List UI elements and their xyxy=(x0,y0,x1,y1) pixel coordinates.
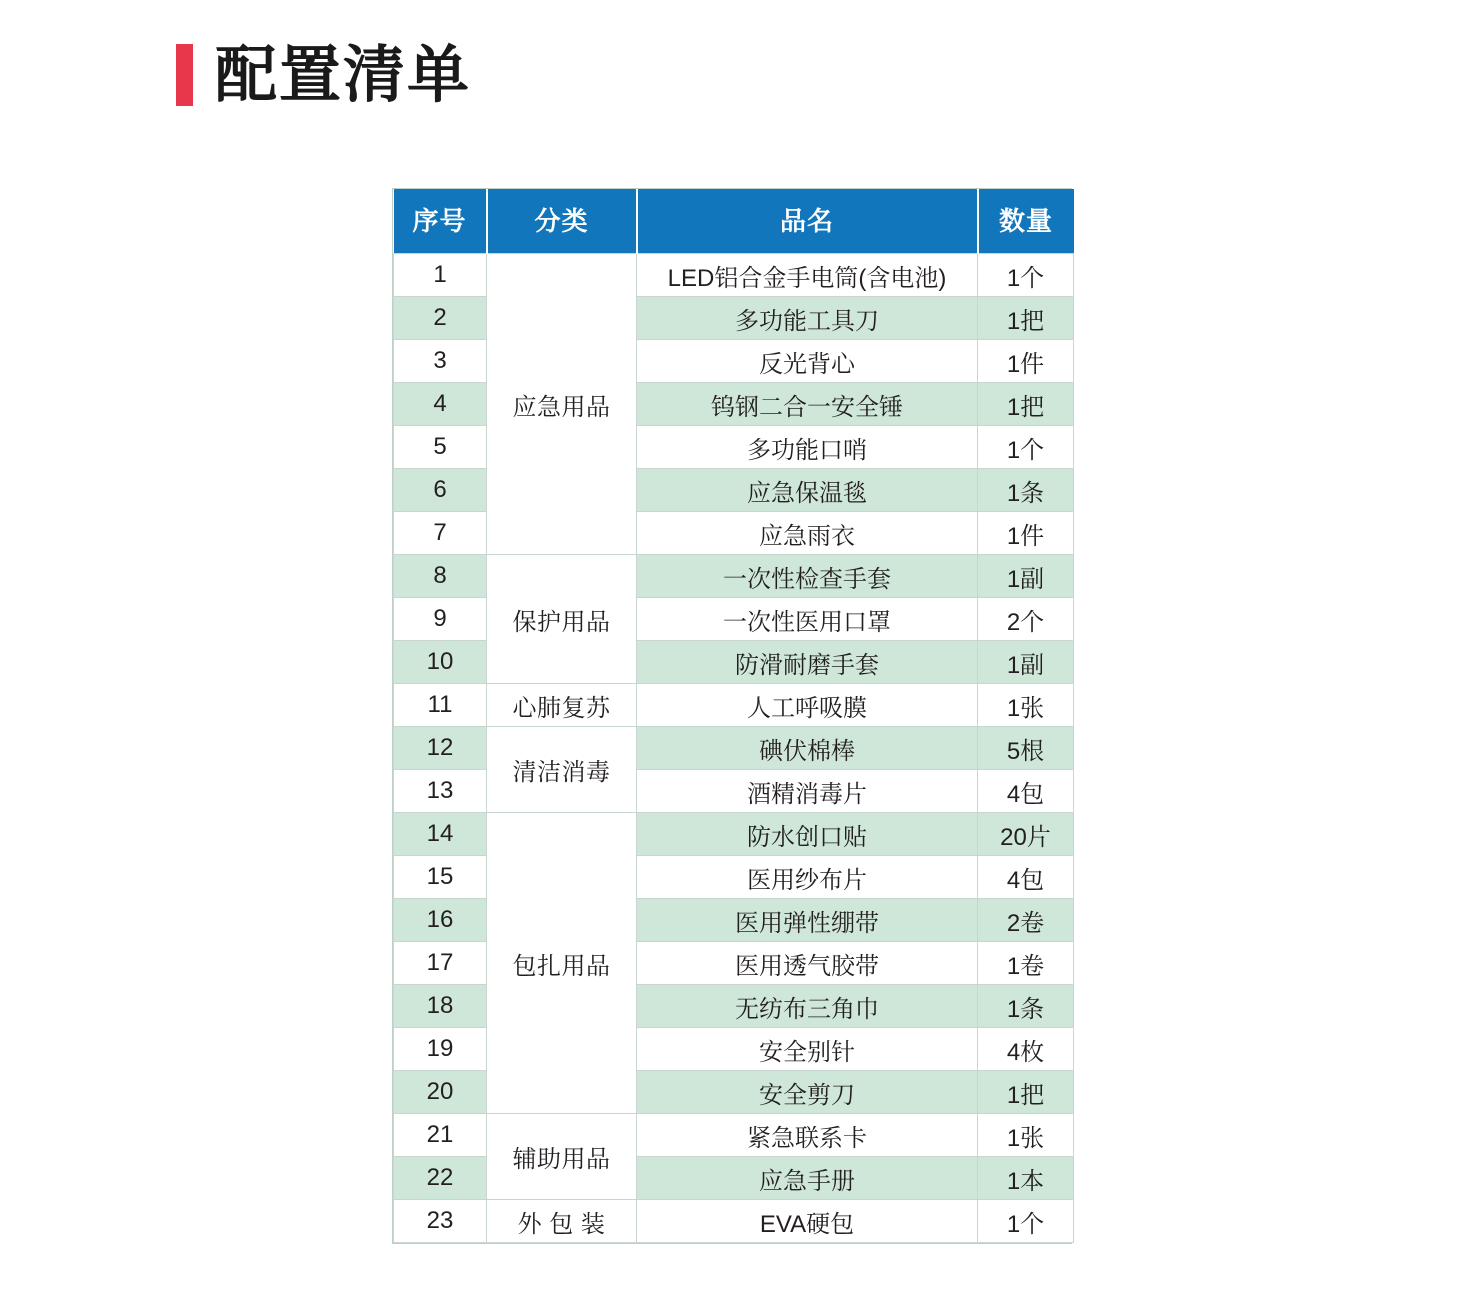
cell-item-name: 一次性检查手套 xyxy=(637,555,978,598)
cell-item-name: 医用纱布片 xyxy=(637,856,978,899)
cell-item-name: 医用弹性绷带 xyxy=(637,899,978,942)
cell-no: 22 xyxy=(394,1157,487,1200)
cell-no: 9 xyxy=(394,598,487,641)
cell-category: 心肺复苏 xyxy=(487,684,637,727)
cell-category: 辅助用品 xyxy=(487,1114,637,1200)
cell-item-name: 多功能工具刀 xyxy=(637,297,978,340)
table-header-row xyxy=(394,189,1074,254)
cell-quantity: 1件 xyxy=(978,512,1074,555)
page-title xyxy=(176,38,472,111)
cell-item-name: 酒精消毒片 xyxy=(637,770,978,813)
cell-no: 14 xyxy=(394,813,487,856)
cell-no: 12 xyxy=(394,727,487,770)
cell-no: 7 xyxy=(394,512,487,555)
cell-item-name: 应急保温毯 xyxy=(637,469,978,512)
cell-no: 11 xyxy=(394,684,487,727)
cell-quantity: 4包 xyxy=(978,770,1074,813)
cell-quantity: 1条 xyxy=(978,469,1074,512)
cell-quantity: 1个 xyxy=(978,254,1074,297)
column-header-category: 分类 xyxy=(487,189,637,254)
cell-no: 5 xyxy=(394,426,487,469)
cell-no: 13 xyxy=(394,770,487,813)
cell-item-name: 安全剪刀 xyxy=(637,1071,978,1114)
page-title-text: 配置清单 xyxy=(215,38,472,111)
column-header-quantity: 数量 xyxy=(978,189,1074,254)
cell-item-name: 应急雨衣 xyxy=(637,512,978,555)
table-row xyxy=(394,813,1074,856)
table-body xyxy=(394,254,1074,1243)
cell-quantity: 1把 xyxy=(978,1071,1074,1114)
cell-item-name: 紧急联系卡 xyxy=(637,1114,978,1157)
column-header-item: 品名 xyxy=(637,189,978,254)
cell-item-name: 应急手册 xyxy=(637,1157,978,1200)
column-header-no: 序号 xyxy=(394,189,487,254)
cell-quantity: 2个 xyxy=(978,598,1074,641)
cell-item-name: LED铝合金手电筒(含电池) xyxy=(637,254,978,297)
cell-quantity: 1张 xyxy=(978,684,1074,727)
cell-category: 应急用品 xyxy=(487,254,637,555)
table-row xyxy=(394,727,1074,770)
cell-quantity: 2卷 xyxy=(978,899,1074,942)
cell-quantity: 1把 xyxy=(978,383,1074,426)
cell-item-name: 医用透气胶带 xyxy=(637,942,978,985)
cell-category: 包扎用品 xyxy=(487,813,637,1114)
cell-quantity: 1副 xyxy=(978,555,1074,598)
cell-item-name: 防滑耐磨手套 xyxy=(637,641,978,684)
cell-no: 8 xyxy=(394,555,487,598)
cell-quantity: 4枚 xyxy=(978,1028,1074,1071)
cell-no: 21 xyxy=(394,1114,487,1157)
cell-item-name: 无纺布三角巾 xyxy=(637,985,978,1028)
table-row xyxy=(394,254,1074,297)
cell-item-name: 多功能口哨 xyxy=(637,426,978,469)
cell-quantity: 1个 xyxy=(978,1200,1074,1243)
title-accent-bar xyxy=(176,44,193,106)
cell-category: 清洁消毒 xyxy=(487,727,637,813)
cell-quantity: 1本 xyxy=(978,1157,1074,1200)
cell-no: 6 xyxy=(394,469,487,512)
cell-item-name: 反光背心 xyxy=(637,340,978,383)
cell-item-name: 一次性医用口罩 xyxy=(637,598,978,641)
cell-item-name: 钨钢二合一安全锤 xyxy=(637,383,978,426)
cell-item-name: EVA硬包 xyxy=(637,1200,978,1243)
cell-no: 20 xyxy=(394,1071,487,1114)
cell-quantity: 1卷 xyxy=(978,942,1074,985)
cell-item-name: 防水创口贴 xyxy=(637,813,978,856)
cell-category: 保护用品 xyxy=(487,555,637,684)
cell-no: 3 xyxy=(394,340,487,383)
table-row xyxy=(394,555,1074,598)
cell-item-name: 人工呼吸膜 xyxy=(637,684,978,727)
cell-quantity: 1个 xyxy=(978,426,1074,469)
cell-no: 10 xyxy=(394,641,487,684)
cell-quantity: 1张 xyxy=(978,1114,1074,1157)
cell-no: 16 xyxy=(394,899,487,942)
configuration-list-table xyxy=(393,189,1074,1243)
cell-quantity: 1件 xyxy=(978,340,1074,383)
cell-item-name: 安全别针 xyxy=(637,1028,978,1071)
cell-no: 17 xyxy=(394,942,487,985)
cell-item-name: 碘伏棉棒 xyxy=(637,727,978,770)
cell-no: 4 xyxy=(394,383,487,426)
cell-no: 15 xyxy=(394,856,487,899)
cell-no: 19 xyxy=(394,1028,487,1071)
cell-no: 23 xyxy=(394,1200,487,1243)
cell-no: 2 xyxy=(394,297,487,340)
table-row xyxy=(394,1200,1074,1243)
cell-no: 1 xyxy=(394,254,487,297)
cell-no: 18 xyxy=(394,985,487,1028)
cell-quantity: 20片 xyxy=(978,813,1074,856)
table-row xyxy=(394,1114,1074,1157)
cell-quantity: 5根 xyxy=(978,727,1074,770)
configuration-list-table-wrapper xyxy=(392,188,1072,1244)
cell-quantity: 4包 xyxy=(978,856,1074,899)
cell-quantity: 1条 xyxy=(978,985,1074,1028)
cell-quantity: 1副 xyxy=(978,641,1074,684)
cell-category: 外 包 装 xyxy=(487,1200,637,1243)
cell-quantity: 1把 xyxy=(978,297,1074,340)
table-row xyxy=(394,684,1074,727)
